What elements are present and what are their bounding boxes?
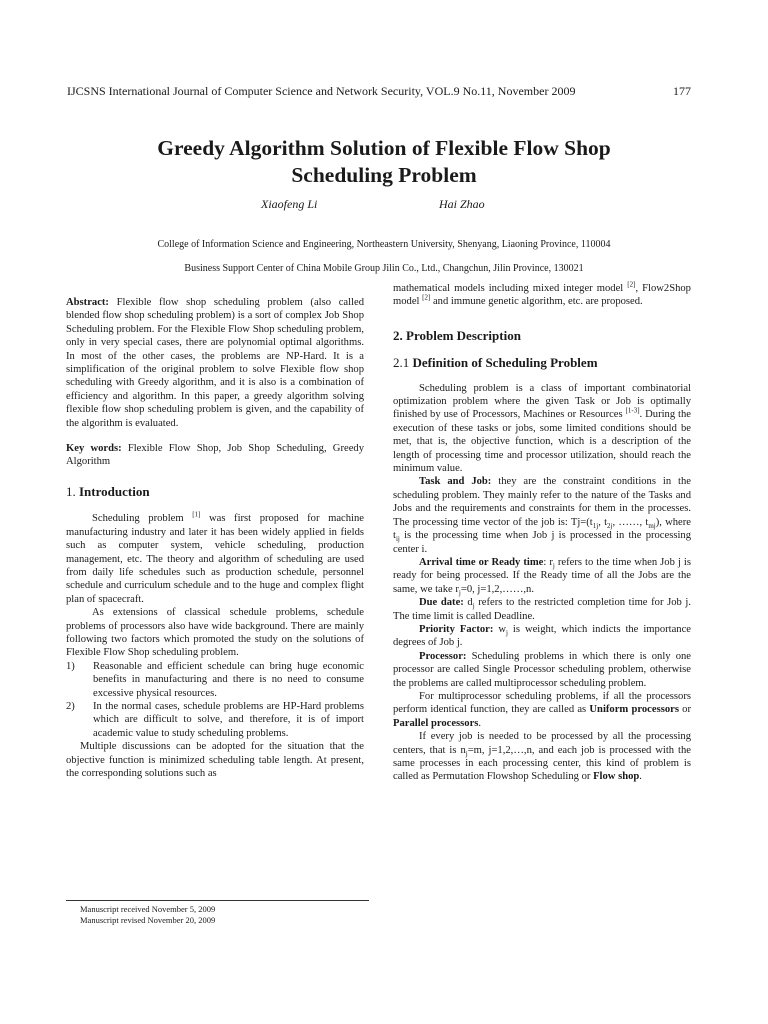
intro-heading xyxy=(66,485,364,498)
title-line-1: Greedy Algorithm Solution of Flexible Flow Shop xyxy=(157,136,611,160)
intro-title: Introduction xyxy=(75,483,150,499)
term-processor: Processor: xyxy=(419,650,467,662)
list-text: In the normal cases, schedule problems are HP-Hard problems which are difficult to solve, and therefore, it is of import academic value to study scheduling problems. xyxy=(93,700,364,739)
definition-paragraph: Scheduling problem is a class of important combinatorial optimization problem where the given Task or Job is optimally finished by use of Processors, Machines or Resources [1-3]. During the execution of these tasks or jobs, some limited conditions should be met, that is, the objective function, which is a description of the length of processing time and processor utilization, should reach the minimum value. xyxy=(393,382,691,475)
list-item xyxy=(66,660,364,700)
priority-paragraph: Priority Factor: $w_j$ is weight, which indicts the importance degrees of Job j. xyxy=(393,623,691,649)
citation-ref: [1] xyxy=(192,510,201,519)
paper-title xyxy=(67,135,701,189)
task-job-paragraph: Task and Job: they are the constraint conditions in the scheduling problem. They mainly refer to the nature of the Tasks and Jobs and the requirements and constraints for them in the processes. The processing time vector of the job is: $Tj=(t_{1j}$, $t_{2j}$, ……, $t_{mj}$), where $t_{ij}$ is the processing time when Job j is processed in the processing center i. xyxy=(393,476,692,555)
left-column xyxy=(66,296,364,780)
citation-ref: [2] xyxy=(627,280,636,289)
intro-paragraph-2: As extensions of classical schedule problems, schedule problems of processors also have wide background. There are mainly following two factors which promoted the study on the solutions of Flexible Flow Shop scheduling problem. xyxy=(66,607,364,659)
flowshop-paragraph: If every job is needed to be processed by all the processing centers, that is $n_j=m$, j=1,2,…,n, and each job is processed with the same processes in each processing center, this kind of problem is called as Permutation Flowshop Scheduling or Flow shop. xyxy=(393,731,691,783)
author-2: Hai Zhao xyxy=(439,197,485,211)
subsection-number: 2.1 xyxy=(393,355,410,371)
list-number: 1) xyxy=(66,660,75,672)
page-number: 177 xyxy=(673,84,691,98)
list-number: 2) xyxy=(66,700,75,712)
keywords-text: Flexible Flow Shop, Job Shop Scheduling, Greedy Algorithm xyxy=(66,443,364,468)
author-1: Xiaofeng Li xyxy=(261,197,318,211)
due-date-paragraph: Due date: $d_j$ refers to the restricted completion time for Job j. The time limit is called Deadline. xyxy=(393,597,691,622)
affiliation-1: College of Information Science and Engineering, Northeastern University, Shenyang, Liaoning Province, 110004 xyxy=(157,239,611,250)
abstract xyxy=(66,296,364,430)
subsection-title: Definition of Scheduling Problem xyxy=(409,355,598,371)
intro-paragraph-1: Scheduling problem [1] was first proposed for machine manufacturing industry and later it has been widely applied in fields such as computer system, vehicle scheduling, production management, etc. The theory and algorithm of scheduling are used from daily life schedules such as production schedule, personnel schedule and curriculum schedule and to the huge and complex flight plan of spacecraft. xyxy=(66,510,364,605)
citation-ref: [1-3] xyxy=(625,406,640,415)
multiprocessor-paragraph: For multiprocessor scheduling problems, if all the processors perform identical function, they are called as Uniform processors or Parallel processors. xyxy=(393,690,691,729)
arrival-time-paragraph: Arrival time or Ready time: $r_j$ refers to the time when Job j is ready for being processed. If the Ready time of all the Jobs are the same, we take $r_j=0$, j=1,2,……,n. xyxy=(393,556,691,597)
list-text: Reasonable and efficient schedule can bring huge economic benefits in manufacturing and there is no need to consume excessive physical resources. xyxy=(93,660,364,699)
keywords-label: Key words: xyxy=(66,443,122,455)
affiliation-2: Business Support Center of China Mobile Group Jilin Co., Ltd., Changchun, Jilin Province, 130021 xyxy=(184,263,584,274)
term-arrival-time: Arrival time or Ready time xyxy=(419,556,544,568)
section-2-heading: 2. Problem Description xyxy=(393,327,521,343)
title-line-2: Scheduling Problem xyxy=(291,163,477,187)
footnote-divider xyxy=(66,900,369,901)
term-priority-factor: Priority Factor: xyxy=(419,623,494,635)
keywords xyxy=(66,442,364,469)
processor-paragraph: Processor: Scheduling problems in which there is only one processor are called Single Processor scheduling problem, otherwise the problems are called multiprocessor scheduling problem. xyxy=(393,650,691,689)
journal-citation: IJCSNS International Journal of Computer Science and Network Security, VOL.9 No.11, November 2009 xyxy=(67,84,576,98)
footnote-revised: Manuscript revised November 20, 2009 xyxy=(80,915,216,925)
intro-number: 1. xyxy=(66,483,76,499)
term-due-date: Due date: xyxy=(419,597,464,609)
subsection-2-1-heading xyxy=(393,356,691,369)
continued-paragraph: mathematical models including mixed integer model [2], Flow2Shop model [2] and immune genetic algorithm, etc. are proposed. xyxy=(393,280,691,308)
right-column xyxy=(393,282,691,784)
term-task-job: Task and Job: xyxy=(419,476,492,488)
intro-paragraph-3: Multiple discussions can be adopted for the situation that the objective function is minimized scheduling table length. At present, the corresponding solutions such as xyxy=(66,741,364,779)
list-item xyxy=(66,700,364,740)
abstract-text: Flexible flow shop scheduling problem (also called blended flow shop scheduling problem) is a sort of complex Job Shop Scheduling problem. For the Flexible Flow Shop scheduling problem, only in very special cases, there are polynomial optimal algorithms. In most of the other cases, the problems are NP-Hard. It is a simplification of the original problem to solve Flexible flow shop scheduling with Greedy algorithm, and it is also is a combination of efficiency and algorithm. In this paper, a greedy algorithm solving flexible flow shop scheduling problem is given, and the capability of the algorithm is evaluated. xyxy=(66,297,364,429)
footnote-received: Manuscript received November 5, 2009 xyxy=(80,904,216,914)
abstract-label: Abstract: xyxy=(66,297,109,308)
citation-ref: [2] xyxy=(422,293,431,302)
